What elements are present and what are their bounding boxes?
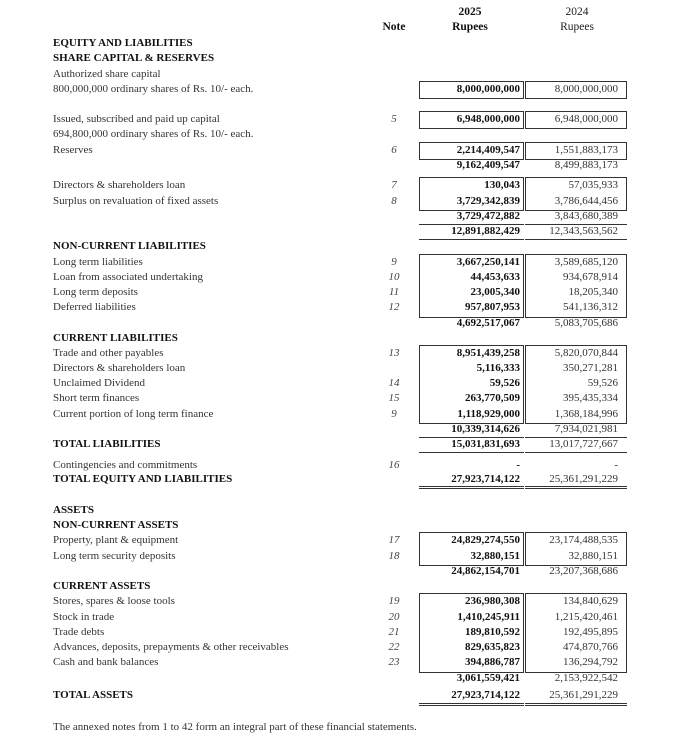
- value-group-box: [419, 81, 524, 99]
- row-label: Unclaimed Dividend: [53, 377, 145, 389]
- amount-2024: 192,495,895: [563, 626, 618, 638]
- amount-2025: 27,923,714,122: [451, 689, 520, 701]
- row-label: CURRENT ASSETS: [53, 580, 151, 592]
- total-rule-line: [419, 486, 524, 487]
- amount-2025: 23,005,340: [470, 286, 520, 298]
- amount-2025: 4,692,517,067: [456, 317, 520, 329]
- note-ref: 11: [388, 286, 400, 298]
- section-heading-row: [0, 239, 680, 254]
- amount-2024: 934,678,914: [563, 271, 618, 283]
- note-ref: 22: [388, 641, 400, 653]
- row-label: Issued, subscribed and paid up capital: [53, 113, 220, 125]
- amount-2025: 32,880,151: [470, 550, 520, 562]
- note-ref: 15: [388, 392, 400, 404]
- row-label: NON-CURRENT LIABILITIES: [53, 240, 206, 252]
- row-label: SHARE CAPITAL & RESERVES: [53, 52, 215, 64]
- amount-2025: 10,339,314,626: [451, 423, 520, 435]
- footnote: The annexed notes from 1 to 42 form an integral part of these financial statements.: [53, 721, 417, 733]
- value-group-box: [525, 81, 627, 99]
- note-ref: 18: [388, 550, 400, 562]
- note-column-header: Note: [382, 21, 406, 33]
- note-ref: 12: [388, 301, 400, 313]
- row-label: Property, plant & equipment: [53, 534, 179, 546]
- note-ref: 16: [388, 459, 400, 471]
- value-group-box: [419, 593, 524, 673]
- amount-2025: 9,162,409,547: [456, 159, 520, 171]
- line-item-row: [0, 224, 680, 239]
- row-label: CURRENT LIABILITIES: [53, 332, 178, 344]
- total-rule-line: [525, 452, 627, 453]
- note-ref: 19: [388, 595, 400, 607]
- section-heading-row: [0, 472, 680, 487]
- value-group-box: [525, 177, 627, 211]
- total-rule-line: [525, 488, 627, 489]
- amount-2024: 18,205,340: [568, 286, 618, 298]
- total-rule-line: [419, 224, 524, 225]
- amount-2025: 3,667,250,141: [456, 256, 520, 268]
- amount-2025: 394,886,787: [465, 656, 520, 668]
- row-label: Trade debts: [53, 626, 105, 638]
- total-rule-line: [525, 239, 627, 240]
- line-item-row: [0, 67, 680, 82]
- amount-2024: 2,153,922,542: [554, 672, 618, 684]
- row-label: Long term deposits: [53, 286, 138, 298]
- value-group-box: [419, 345, 524, 424]
- amount-2025: 3,729,342,839: [456, 195, 520, 207]
- amount-2024: 23,207,368,686: [549, 565, 618, 577]
- total-rule-line: [525, 486, 627, 487]
- amount-2025: 957,807,953: [465, 301, 520, 313]
- section-heading-row: [0, 503, 680, 518]
- amount-2025: 189,810,592: [465, 626, 520, 638]
- note-ref: 20: [388, 611, 400, 623]
- total-rule-line: [525, 437, 627, 438]
- amount-2025: 59,526: [489, 377, 520, 389]
- amount-2024: 1,215,420,461: [554, 611, 618, 623]
- row-label: Directors & shareholders loan: [53, 362, 186, 374]
- amount-2025: 3,061,559,421: [456, 672, 520, 684]
- note-ref: 5: [391, 113, 397, 125]
- value-group-box: [419, 532, 524, 566]
- section-heading-row: [0, 688, 680, 703]
- amount-2024: 13,017,727,667: [549, 438, 618, 450]
- line-item-row: [0, 671, 680, 686]
- row-label: EQUITY AND LIABILITIES: [53, 37, 193, 49]
- row-label: TOTAL ASSETS: [53, 689, 134, 701]
- row-label: Directors & shareholders loan: [53, 179, 186, 191]
- amount-2024: 134,840,629: [563, 595, 618, 607]
- total-rule-line: [419, 703, 524, 704]
- section-heading-row: [0, 36, 680, 51]
- amount-2025: 3,729,472,882: [456, 210, 520, 222]
- amount-2024: 5,083,705,686: [554, 317, 618, 329]
- value-group-box: [525, 111, 627, 129]
- amount-2025: 236,980,308: [465, 595, 520, 607]
- amount-2024: 1,368,184,996: [554, 408, 618, 420]
- amount-2025: 8,951,439,258: [456, 347, 520, 359]
- note-ref: 23: [388, 656, 400, 668]
- row-label: TOTAL LIABILITIES: [53, 438, 161, 450]
- amount-2025: 2,214,409,547: [456, 144, 520, 156]
- note-ref: 10: [388, 271, 400, 283]
- amount-2025: -: [516, 459, 520, 471]
- note-ref: 14: [388, 377, 400, 389]
- amount-2024: 8,000,000,000: [554, 83, 618, 95]
- line-item-row: [0, 158, 680, 173]
- row-label: Reserves: [53, 144, 93, 156]
- line-item-row: [0, 422, 680, 437]
- row-label: Loan from associated undertaking: [53, 271, 203, 283]
- row-label: Long term liabilities: [53, 256, 143, 268]
- total-rule-line: [419, 452, 524, 453]
- row-label: Stock in trade: [53, 611, 115, 623]
- total-rule-line: [419, 488, 524, 489]
- amount-2024: 5,820,070,844: [554, 347, 618, 359]
- amount-2024: 25,361,291,229: [549, 473, 618, 485]
- amount-2024: 8,499,883,173: [554, 159, 618, 171]
- row-label: ASSETS: [53, 504, 94, 516]
- amount-2024: 25,361,291,229: [549, 689, 618, 701]
- amount-2025: 263,770,509: [465, 392, 520, 404]
- amount-2024: 350,271,281: [563, 362, 618, 374]
- row-label: 800,000,000 ordinary shares of Rs. 10/- each.: [53, 83, 254, 95]
- section-heading-row: [0, 437, 680, 452]
- amount-2024: 395,435,334: [563, 392, 618, 404]
- section-heading-row: [0, 331, 680, 346]
- row-label: Advances, deposits, prepayments & other receivables: [53, 641, 289, 653]
- total-rule-line: [419, 437, 524, 438]
- amount-2024: 6,948,000,000: [554, 113, 618, 125]
- section-heading-row: [0, 518, 680, 533]
- amount-2024: 23,174,488,535: [549, 534, 618, 546]
- note-ref: 13: [388, 347, 400, 359]
- note-ref: 17: [388, 534, 400, 546]
- note-ref: 9: [391, 408, 397, 420]
- note-ref: 6: [391, 144, 397, 156]
- amount-2025: 44,453,633: [470, 271, 520, 283]
- value-group-box: [419, 111, 524, 129]
- row-label: Stores, spares & loose tools: [53, 595, 175, 607]
- section-heading-row: [0, 579, 680, 594]
- row-label: TOTAL EQUITY AND LIABILITIES: [53, 473, 233, 485]
- year-2025-header: 2025: [458, 6, 482, 18]
- amount-2024: 3,843,680,389: [554, 210, 618, 222]
- value-group-box: [419, 254, 524, 318]
- value-group-box: [419, 142, 524, 160]
- amount-2024: 12,343,563,562: [549, 225, 618, 237]
- note-ref: 21: [388, 626, 400, 638]
- row-label: Surplus on revaluation of fixed assets: [53, 195, 219, 207]
- amount-2025: 8,000,000,000: [456, 83, 520, 95]
- row-label: Deferred liabilities: [53, 301, 136, 313]
- amount-2025: 12,891,882,429: [451, 225, 520, 237]
- amount-2024: 59,526: [587, 377, 618, 389]
- row-label: Authorized share capital: [53, 68, 161, 80]
- amount-2024: -: [614, 459, 618, 471]
- row-label: Short term finances: [53, 392, 140, 404]
- year-2024-header: 2024: [565, 6, 589, 18]
- note-ref: 7: [391, 179, 397, 191]
- line-item-row: [0, 209, 680, 224]
- row-label: Long term security deposits: [53, 550, 176, 562]
- line-item-row: [0, 458, 680, 473]
- row-label: Trade and other payables: [53, 347, 164, 359]
- value-group-box: [525, 593, 627, 673]
- section-heading-row: [0, 51, 680, 66]
- currency-2024-header: Rupees: [560, 21, 594, 33]
- value-group-box: [525, 254, 627, 318]
- amount-2025: 1,410,245,911: [457, 611, 520, 623]
- line-item-row: [0, 564, 680, 579]
- amount-2024: 136,294,792: [563, 656, 618, 668]
- amount-2024: 1,551,883,173: [554, 144, 618, 156]
- amount-2025: 15,031,831,693: [451, 438, 520, 450]
- amount-2025: 27,923,714,122: [451, 473, 520, 485]
- amount-2024: 3,589,685,120: [554, 256, 618, 268]
- row-label: Contingencies and commitments: [53, 459, 198, 471]
- amount-2025: 130,043: [484, 179, 520, 191]
- amount-2024: 32,880,151: [568, 550, 618, 562]
- row-label: 694,800,000 ordinary shares of Rs. 10/- each.: [53, 128, 254, 140]
- line-item-row: [0, 127, 680, 142]
- amount-2024: 541,136,312: [563, 301, 618, 313]
- amount-2024: 3,786,644,456: [554, 195, 618, 207]
- total-rule-line: [525, 224, 627, 225]
- row-label: NON-CURRENT ASSETS: [53, 519, 179, 531]
- amount-2025: 24,862,154,701: [451, 565, 520, 577]
- value-group-box: [525, 142, 627, 160]
- total-rule-line: [419, 239, 524, 240]
- note-ref: 9: [391, 256, 397, 268]
- value-group-box: [419, 177, 524, 211]
- value-group-box: [525, 345, 627, 424]
- amount-2025: 5,116,333: [476, 362, 520, 374]
- amount-2024: 7,934,021,981: [554, 423, 618, 435]
- line-item-row: [0, 316, 680, 331]
- amount-2025: 829,635,823: [465, 641, 520, 653]
- amount-2024: 474,870,766: [563, 641, 618, 653]
- total-rule-line: [525, 705, 627, 706]
- amount-2025: 6,948,000,000: [456, 113, 520, 125]
- amount-2025: 24,829,274,550: [451, 534, 520, 546]
- amount-2025: 1,118,929,000: [457, 408, 520, 420]
- total-rule-line: [525, 703, 627, 704]
- total-rule-line: [419, 705, 524, 706]
- row-label: Cash and bank balances: [53, 656, 159, 668]
- note-ref: 8: [391, 195, 397, 207]
- currency-2025-header: Rupees: [452, 21, 488, 33]
- amount-2024: 57,035,933: [568, 179, 618, 191]
- row-label: Current portion of long term finance: [53, 408, 214, 420]
- value-group-box: [525, 532, 627, 566]
